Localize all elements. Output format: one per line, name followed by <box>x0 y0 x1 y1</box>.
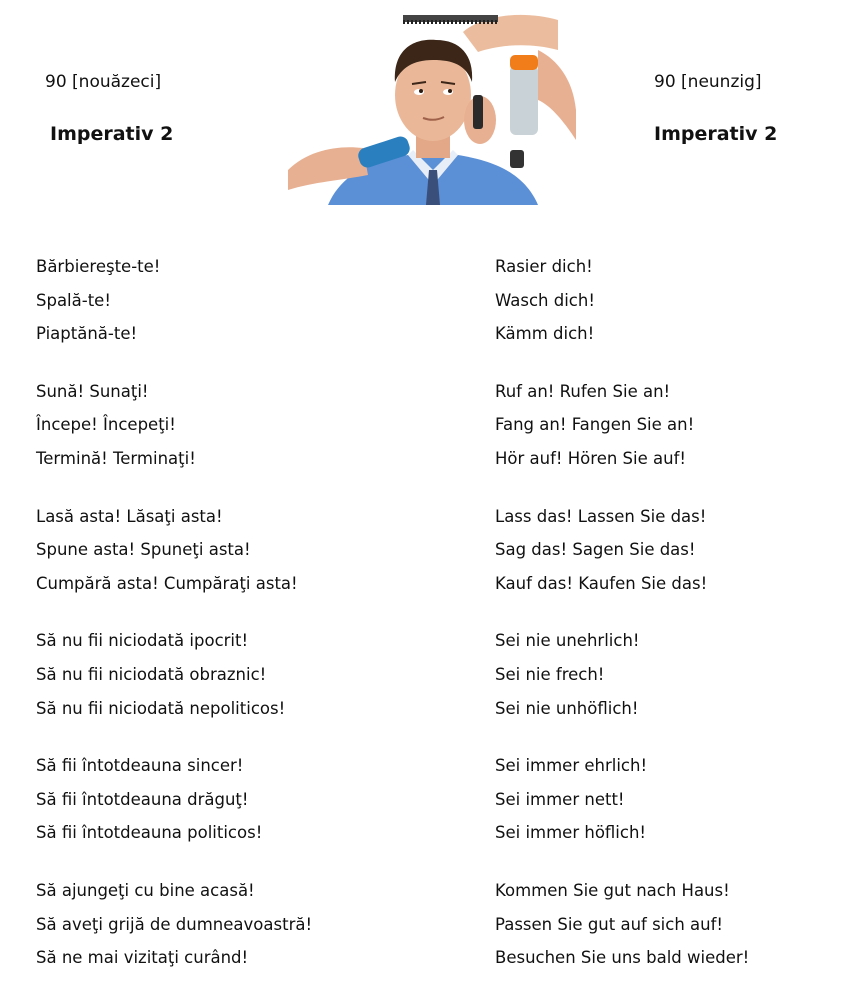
phrase-de: Besuchen Sie uns bald wieder! <box>495 948 750 968</box>
phrase-de: Kommen Sie gut nach Haus! <box>495 880 730 900</box>
phrase-ro: Cumpără asta! Cumpăraţi asta! <box>36 573 298 593</box>
phrase-ro: Bărbiereşte-te! <box>36 257 161 276</box>
phrase-de: Fang an! Fangen Sie an! <box>495 415 695 435</box>
phrase-de: Rasier dich! <box>495 257 593 276</box>
phrase-de: Sei immer ehrlich! <box>495 756 648 776</box>
page-header <box>0 0 850 215</box>
phrase-de: Sei nie unhöflich! <box>495 698 639 718</box>
phrase-ro: Să ne mai vizitaţi curând! <box>36 948 249 968</box>
phrase-group <box>495 749 840 850</box>
phrase-group <box>36 375 456 476</box>
header-left <box>45 70 245 146</box>
lesson-title-de: Imperativ 2 <box>654 123 778 145</box>
phrase-ro: Să fii întotdeauna sincer! <box>36 756 244 776</box>
phrase-group <box>36 624 456 725</box>
phrase-ro: Să nu fii niciodată nepoliticos! <box>36 698 286 718</box>
lesson-title-ro: Imperativ 2 <box>50 123 174 145</box>
phrase-group <box>495 874 840 975</box>
phrase-group <box>495 624 840 725</box>
phrase-ro: Spune asta! Spuneţi asta! <box>36 540 251 560</box>
phrase-ro: Să fii întotdeauna drăguţ! <box>36 789 249 809</box>
phrase-de: Kauf das! Kaufen Sie das! <box>495 573 708 593</box>
lesson-number-de: 90 [neunzig] <box>654 72 762 92</box>
phrase-de: Ruf an! Rufen Sie an! <box>495 381 671 401</box>
phrase-de: Sag das! Sagen Sie das! <box>495 540 696 560</box>
phrase-group <box>495 375 840 476</box>
phrase-de: Sei nie frech! <box>495 664 605 684</box>
phrase-de: Wasch dich! <box>495 290 595 310</box>
phrase-ro: Să aveţi grijă de dumneavoastră! <box>36 914 313 934</box>
phrase-group <box>36 500 456 601</box>
german-column <box>495 250 840 999</box>
phrase-ro: Spală-te! <box>36 290 111 310</box>
man-barber-photo <box>288 10 578 205</box>
lesson-number-ro: 90 [nouăzeci] <box>45 72 162 92</box>
photo-illustration <box>288 10 578 205</box>
romanian-column <box>36 250 456 999</box>
phrase-group <box>495 500 840 601</box>
phrase-ro: Lasă asta! Lăsaţi asta! <box>36 506 223 526</box>
phrase-ro: Piaptănă-te! <box>36 324 138 344</box>
phrase-ro: Să nu fii niciodată obraznic! <box>36 664 267 684</box>
phrase-de: Kämm dich! <box>495 324 595 344</box>
phrase-de: Hör auf! Hören Sie auf! <box>495 448 686 468</box>
phrase-de: Sei immer höflich! <box>495 823 647 843</box>
phrase-group <box>36 874 456 975</box>
phrase-de: Sei nie unehrlich! <box>495 631 640 651</box>
phrase-ro: Începe! Începeţi! <box>36 415 176 435</box>
phrase-group <box>36 749 456 850</box>
phrase-ro: Să ajungeţi cu bine acasă! <box>36 880 255 900</box>
phrase-ro: Să fii întotdeauna politicos! <box>36 823 263 843</box>
phrase-ro: Să nu fii niciodată ipocrit! <box>36 631 249 651</box>
phrase-de: Sei immer nett! <box>495 789 625 809</box>
phrase-de: Passen Sie gut auf sich auf! <box>495 914 724 934</box>
phrase-ro: Termină! Terminaţi! <box>36 448 196 468</box>
phrase-group <box>495 250 840 351</box>
phrase-ro: Sună! Sunaţi! <box>36 381 149 401</box>
phrase-de: Lass das! Lassen Sie das! <box>495 506 707 526</box>
phrase-group <box>36 250 456 351</box>
header-right <box>654 70 844 146</box>
